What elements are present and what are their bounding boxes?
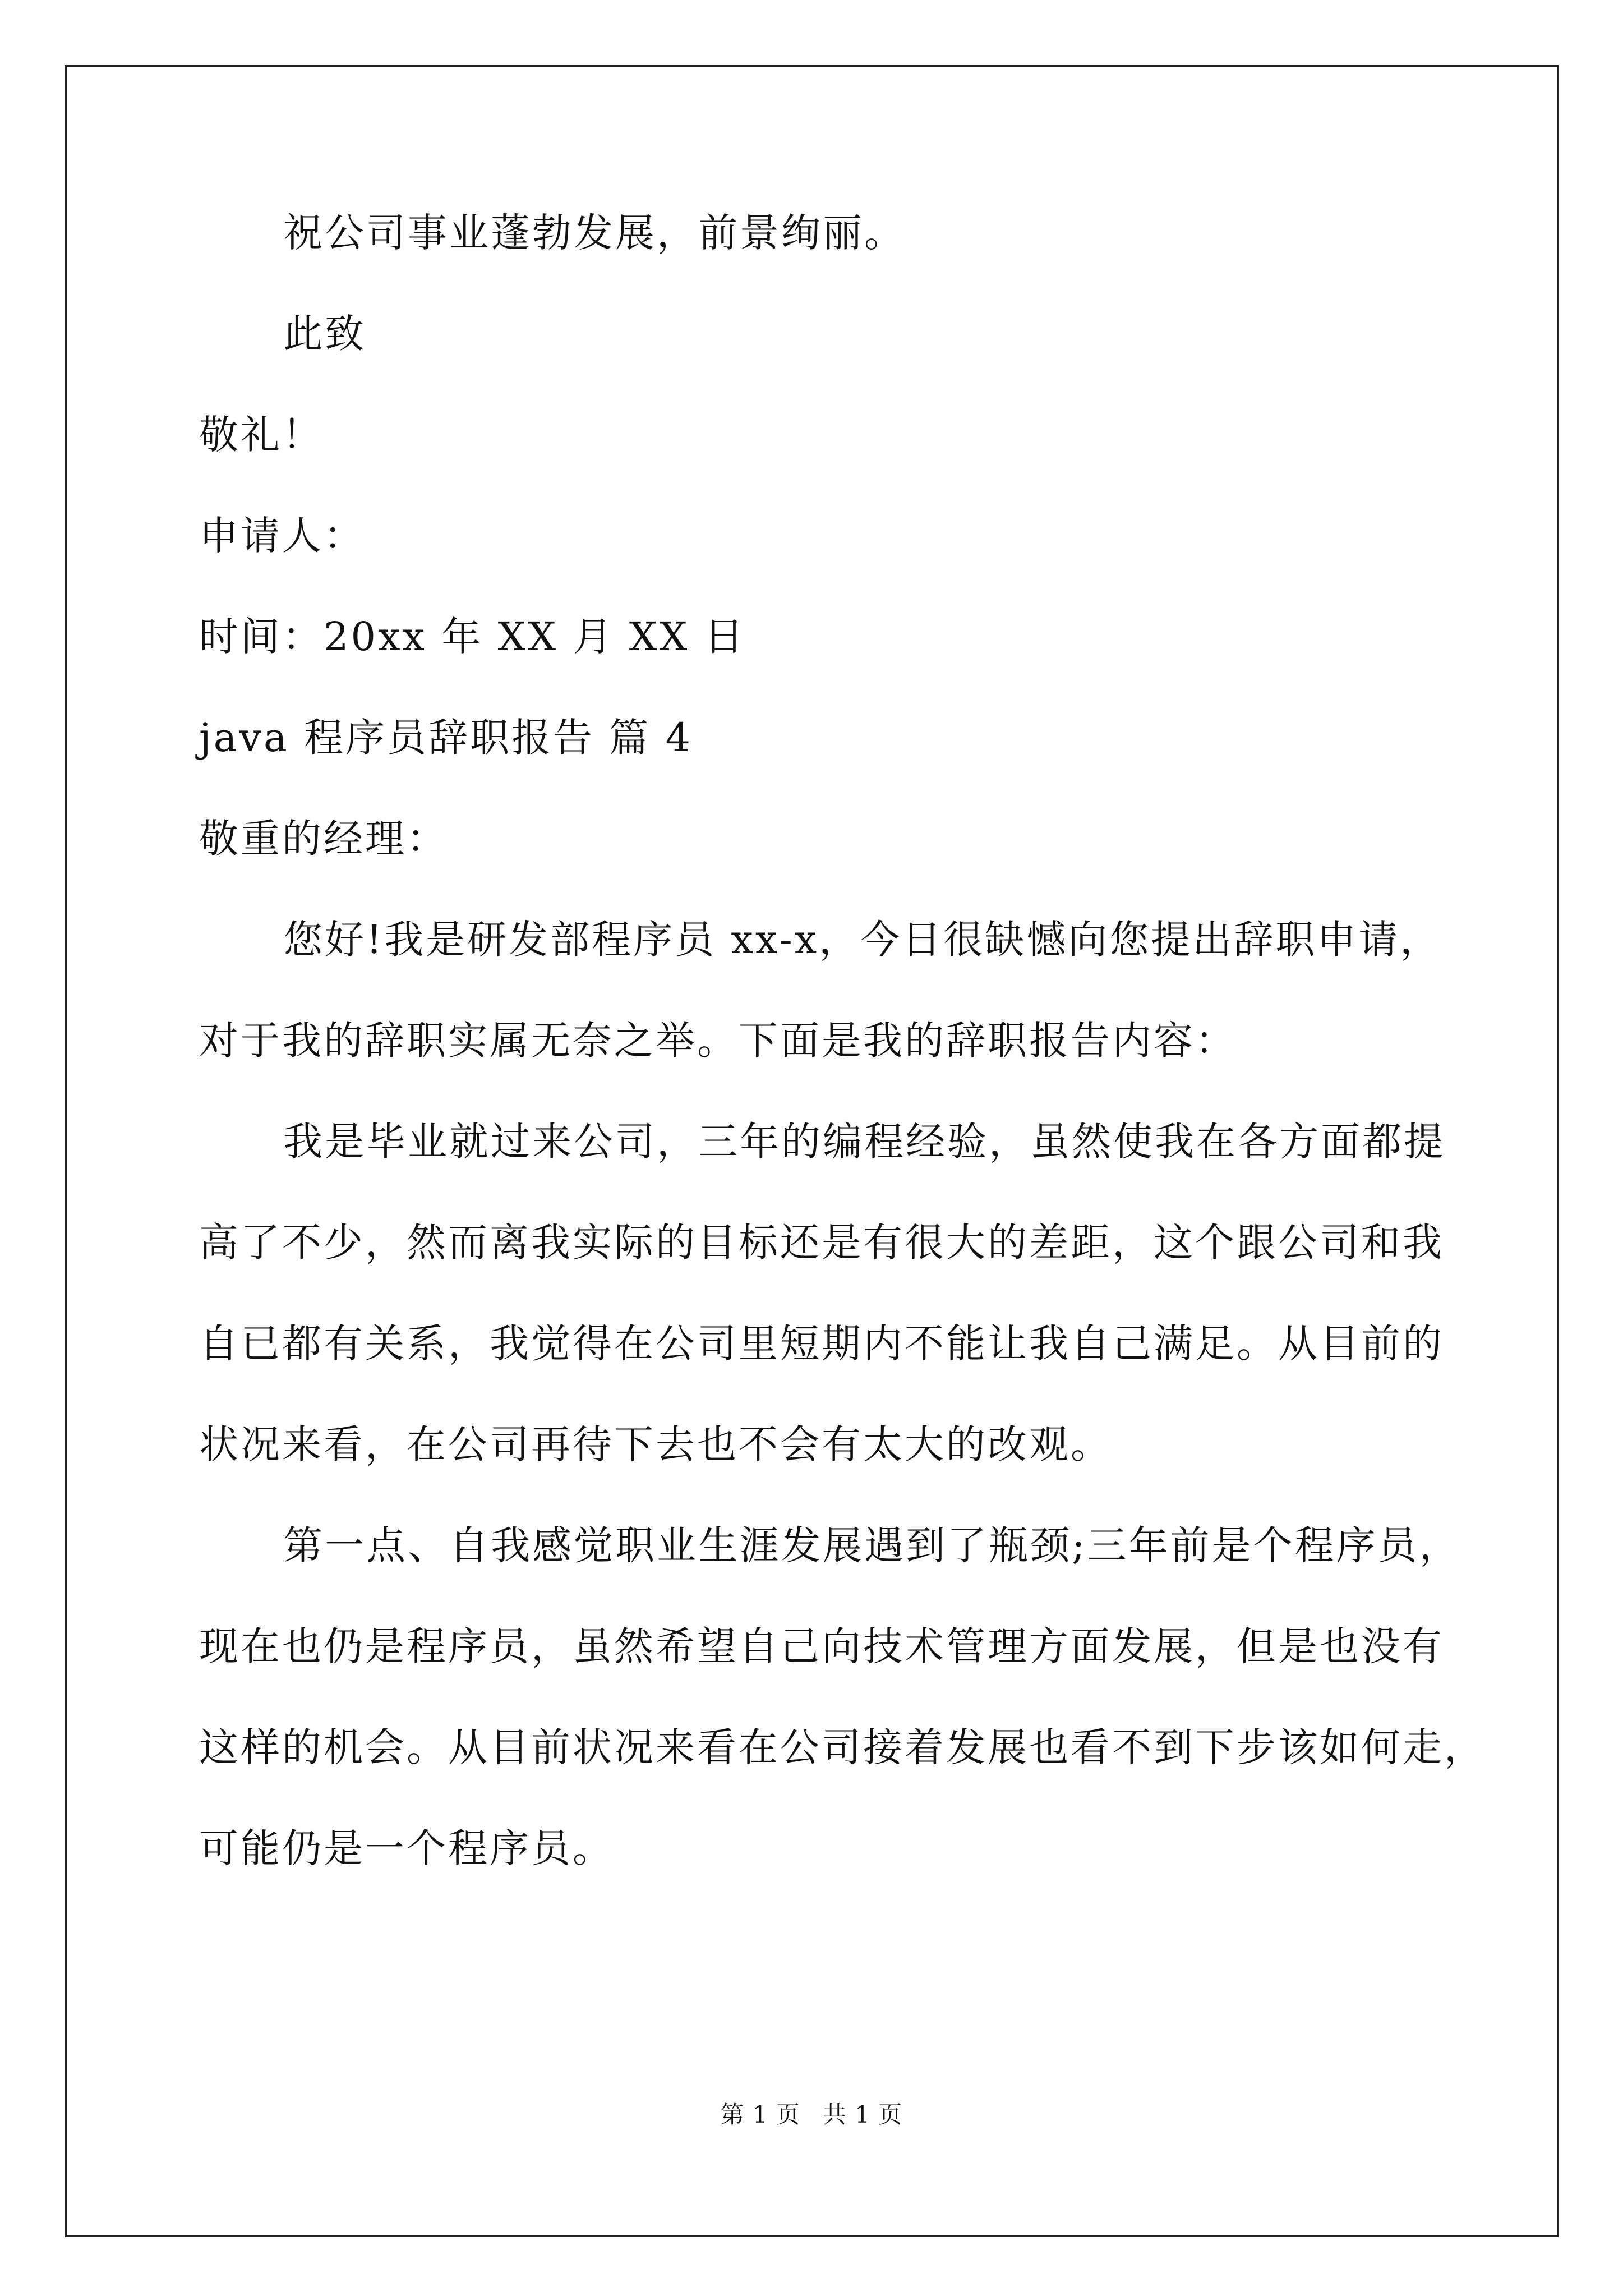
section-heading: java 程序员辞职报告 篇 4 [199, 715, 693, 761]
paragraph-line: 我是毕业就过来公司，三年的编程经验，虽然使我在各方面都提 [283, 1119, 1445, 1165]
paragraph-line: 第一点、自我感觉职业生涯发展遇到了瓶颈;三年前是个程序员， [283, 1522, 1461, 1568]
page-number-current: 第 1 页 [720, 2101, 800, 2128]
date-line: 时间：20xx 年 XX 月 XX 日 [199, 614, 746, 660]
paragraph-line: 现在也仍是程序员，虽然希望自己向技术管理方面发展，但是也没有 [199, 1623, 1444, 1669]
salutation-ci-zhi: 此致 [283, 311, 366, 357]
paragraph-line: 这样的机会。从目前状况来看在公司接着发展也看不到下步该如何走， [199, 1724, 1486, 1770]
paragraph-line: 自已都有关系，我觉得在公司里短期内不能让我自己满足。从目前的 [199, 1320, 1444, 1366]
closing-wish: 祝公司事业蓬勃发展，前景绚丽。 [283, 210, 906, 256]
salutation-jing-li: 敬礼！ [199, 412, 324, 458]
paragraph-line: 您好!我是研发部程序员 xx-x，今日很缺憾向您提出辞职申请， [283, 917, 1442, 963]
applicant-label: 申请人： [199, 513, 365, 559]
page-footer [0, 2098, 1623, 2132]
paragraph-line: 高了不少，然而离我实际的目标还是有很大的差距，这个跟公司和我 [199, 1220, 1444, 1266]
page-number-total: 共 1 页 [823, 2101, 903, 2128]
greeting: 敬重的经理： [199, 816, 448, 862]
paragraph-line: 状况来看，在公司再待下去也不会有太大的改观。 [199, 1421, 1112, 1467]
paragraph-line: 可能仍是一个程序员。 [199, 1825, 614, 1871]
paragraph-line: 对于我的辞职实属无奈之举。下面是我的辞职报告内容： [199, 1018, 1237, 1064]
